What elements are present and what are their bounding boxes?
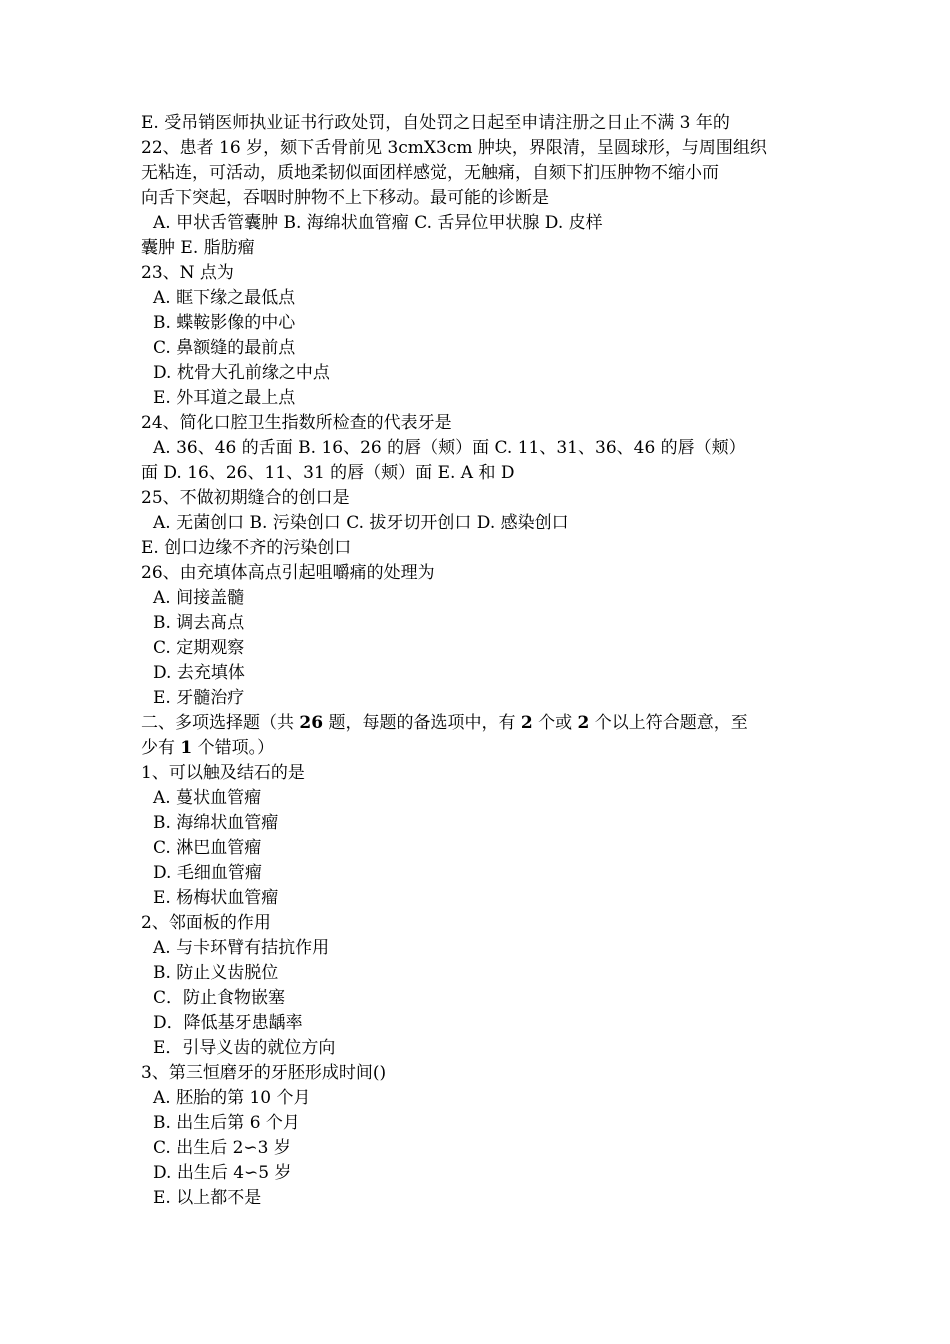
text-line: 3、第三恒磨牙的牙胚形成时间() <box>141 1063 387 1083</box>
answer-option: C. 淋巴血管瘤 <box>153 838 262 858</box>
section-text: 个或 <box>532 713 578 733</box>
section-heading-line-2 <box>141 736 821 761</box>
answer-option: E. 牙髓治疗 <box>153 688 245 708</box>
answer-option: D．降低基牙患龋率 <box>153 1013 303 1033</box>
answer-option: B. 调去髙点 <box>153 613 245 633</box>
section-number: 1 <box>180 738 193 758</box>
question-block-multiple-choice <box>141 761 821 1211</box>
text-line: 面 D. 16、26、11、31 的唇（颊）面 E. A 和 D <box>141 463 515 483</box>
text-line: 23、N 点为 <box>141 263 234 283</box>
section-text: 题，每题的备选项中，有 <box>323 713 521 733</box>
text-line: 25、不做初期缝合的创口是 <box>141 488 350 508</box>
answer-option: E. 外耳道之最上点 <box>153 388 296 408</box>
section-heading-line-1 <box>141 711 821 736</box>
answer-option: C. 出生后 2∽3 岁 <box>153 1138 291 1158</box>
answer-option: B. 防止义齿脱位 <box>153 963 279 983</box>
section-text: 个错项。） <box>192 738 275 758</box>
text-line: 24、简化口腔卫生指数所检查的代表牙是 <box>141 413 452 433</box>
section-text: 个以上符合题意，至 <box>589 713 748 733</box>
answer-option: D. 毛细血管瘤 <box>153 863 262 883</box>
section-number: 26 <box>299 713 324 733</box>
section-text: 二、多项选择题（共 <box>141 713 300 733</box>
section-number: 2 <box>577 713 590 733</box>
answer-option: E. 杨梅状血管瘤 <box>153 888 279 908</box>
answer-option: E．引导义齿的就位方向 <box>153 1038 336 1058</box>
text-line: 2、邻面板的作用 <box>141 913 271 933</box>
answer-option: B. 海绵状血管瘤 <box>153 813 279 833</box>
question-block-single-choice <box>141 111 821 711</box>
answer-option: A. 胚胎的第 10 个月 <box>153 1088 311 1108</box>
answer-option: A. 与卡环臂有拮抗作用 <box>153 938 330 958</box>
section-text: 少有 <box>141 738 181 758</box>
answer-option: D. 去充填体 <box>153 663 245 683</box>
answer-option: D. 出生后 4∽5 岁 <box>153 1163 292 1183</box>
text-line: 无粘连，可活动，质地柔韧似面团样感觉，无触痛，自颏下扪压肿物不缩小而 <box>141 163 719 183</box>
text-line: 22、患者 16 岁，颏下舌骨前见 3cmX3cm 肿块，界限清，呈圆球形，与周围组织 <box>141 138 767 158</box>
answer-option: C. 定期观察 <box>153 638 245 658</box>
answer-option: A. 间接盖髓 <box>153 588 245 608</box>
answer-option: A. 无菌创口 B. 污染创口 C. 拔牙切开创口 D. 感染创口 <box>153 513 569 533</box>
answer-option: C. 鼻额缝的最前点 <box>153 338 296 358</box>
text-line: E. 受吊销医师执业证书行政处罚，自处罚之日起至申请注册之日止不满 3 年的 <box>141 113 730 133</box>
answer-option: D. 枕骨大孔前缘之中点 <box>153 363 330 383</box>
text-line: 向舌下突起，吞咽时肿物不上下移动。最可能的诊断是 <box>141 188 549 208</box>
document-body <box>141 111 821 1211</box>
answer-option: E. 以上都不是 <box>153 1188 262 1208</box>
answer-option: A. 36、46 的舌面 B. 16、26 的唇（颊）面 C. 11、31、36、46 的唇（颊） <box>153 438 746 458</box>
answer-option: C．防止食物嵌塞 <box>153 988 286 1008</box>
answer-option: A. 甲状舌管囊肿 B. 海绵状血管瘤 C. 舌异位甲状腺 D. 皮样 <box>153 213 603 233</box>
section-number: 2 <box>520 713 533 733</box>
answer-option: B. 蝶鞍影像的中心 <box>153 313 296 333</box>
text-line: 囊肿 E. 脂肪瘤 <box>141 238 255 258</box>
text-line: 1、可以触及结石的是 <box>141 763 305 783</box>
text-line: 26、由充填体高点引起咀嚼痛的处理为 <box>141 563 435 583</box>
text-line: E. 创口边缘不齐的污染创口 <box>141 538 352 558</box>
answer-option: A. 眶下缘之最低点 <box>153 288 296 308</box>
answer-option: B. 出生后第 6 个月 <box>153 1113 300 1133</box>
answer-option: A. 蔓状血管瘤 <box>153 788 262 808</box>
